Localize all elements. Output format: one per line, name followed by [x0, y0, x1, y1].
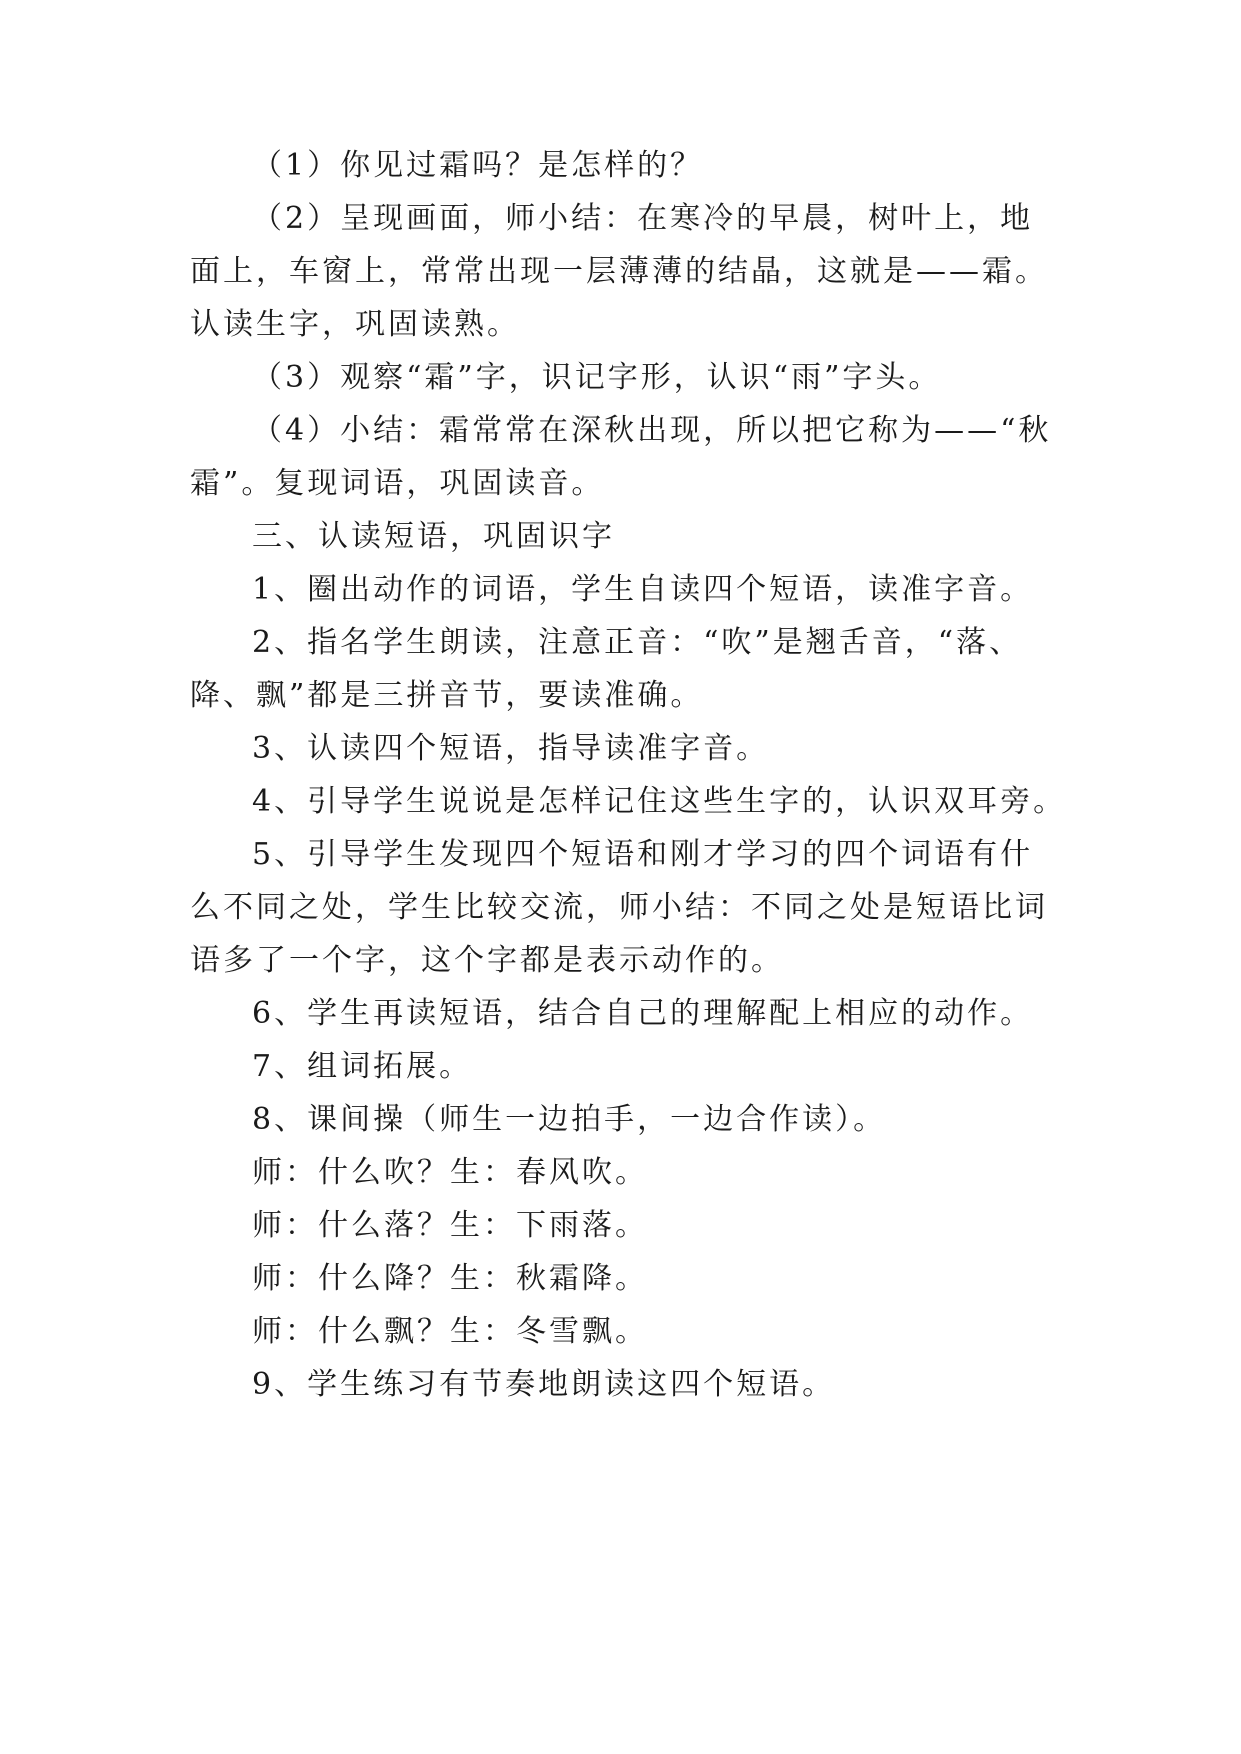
- text-line: 降、飘”都是三拼音节，要读准确。: [190, 678, 704, 713]
- text-line: （4）小结：霜常常在深秋出现，所以把它称为——“秋: [252, 413, 1052, 448]
- text-line: 1、圈出动作的词语，学生自读四个短语，读准字音。: [252, 572, 1034, 607]
- text-line: 4、引导学生说说是怎样记住这些生字的，认识双耳旁。: [252, 784, 1067, 819]
- text-line: 面上，车窗上，常常出现一层薄薄的结晶，这就是——霜。: [190, 254, 1048, 289]
- section-heading: 三、认读短语，巩固识字: [252, 519, 615, 554]
- text-line: （1）你见过霜吗？是怎样的？: [252, 148, 704, 183]
- text-line: 5、引导学生发现四个短语和刚才学习的四个词语有什: [252, 837, 1034, 872]
- text-line: 8、课间操（师生一边拍手，一边合作读）。: [252, 1102, 887, 1137]
- text-line: （2）呈现画面，师小结：在寒冷的早晨，树叶上，地: [252, 201, 1034, 236]
- text-line: 6、学生再读短语，结合自己的理解配上相应的动作。: [252, 996, 1034, 1031]
- dialogue-line: 师：什么落？生：下雨落。: [252, 1208, 648, 1243]
- text-line: （3）观察“霜”字，识记字形，认识“雨”字头。: [252, 360, 942, 395]
- text-line: 语多了一个字，这个字都是表示动作的。: [190, 943, 784, 978]
- text-line: 2、指名学生朗读，注意正音：“吹”是翘舌音，“落、: [252, 625, 1023, 660]
- text-line: 9、学生练习有节奏地朗读这四个短语。: [252, 1367, 836, 1402]
- dialogue-line: 师：什么降？生：秋霜降。: [252, 1261, 648, 1296]
- text-line: 7、组词拓展。: [252, 1049, 473, 1084]
- text-line: 认读生字，巩固读熟。: [190, 307, 520, 342]
- text-line: 霜”。复现词语，巩固读音。: [190, 466, 605, 501]
- document-page: [190, 0, 1067, 1754]
- dialogue-line: 师：什么飘？生：冬雪飘。: [252, 1314, 648, 1349]
- dialogue-line: 师：什么吹？生：春风吹。: [252, 1155, 648, 1190]
- text-line: 么不同之处，学生比较交流，师小结：不同之处是短语比词: [190, 890, 1048, 925]
- text-line: 3、认读四个短语，指导读准字音。: [252, 731, 770, 766]
